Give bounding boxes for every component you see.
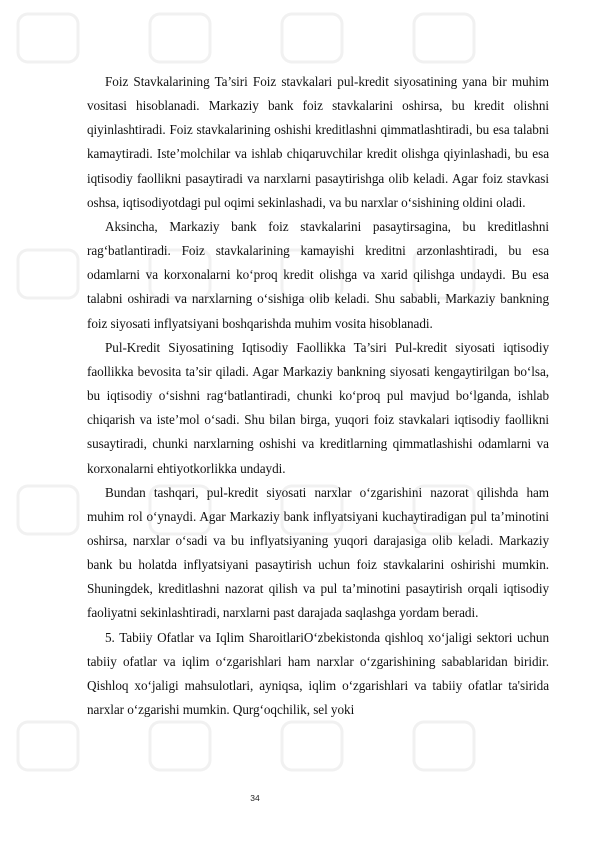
document-body [87,70,549,722]
page-number: 34 [250,793,260,803]
paragraph-rate-cuts: Aksincha, Markaziy bank foiz stavkalarini pasaytirsagina, bu kreditlashni rag‘batlantiradi. Foiz stavkalarining kamayishi kreditni arzonlashtiradi, bu esa odamlarni va korxonalarni ko‘proq kredit olishga va xarid qilishga undaydi. Bu esa talabni oshiradi va narxlarning o‘sishiga olib keladi. Shu sababli, Markaziy bankning foiz siyosati inflyatsiyani boshqarishda muhim vosita hisoblanadi. [87,218,549,331]
paragraph-economic-activity: Pul-Kredit Siyosatining Iqtisodiy Faollikka Ta’siri Pul-kredit siyosati iqtisodiy faollikka bevosita ta’sir qiladi. Agar Markaziy bankning siyosati kengaytirilgan bo‘lsa, bu iqtisodiy o‘sishni rag‘batlantiradi, chunki ko‘proq pul mavjud bo‘lganda, ishlab chiqarish va iste’mol o‘sadi. Shu bilan birga, yuqori foiz stavkalari iqtisodiy faollikni susaytiradi, chunki narxlarning oshishi va kreditlarning qimmatlashishi odamlarni va korxonalarni ehtiyotkorlikka undaydi. [87,339,549,476]
paragraph-natural-disasters: 5. Tabiiy Ofatlar va Iqlim SharoitlariO‘zbekistonda qishloq xo‘jaligi sektori uchun tabiiy ofatlar va iqlim o‘zgarishlari ham narxlar o‘zgarishining sabablaridan biridir. Qishloq xo‘jaligi mahsulotlari, ayniqsa, iqlim o‘zgarishlari va tabiiy ofatlar ta'sirida narxlar o‘zgarishi mumkin. Qurg‘oqchilik, sel yoki [87,629,549,718]
paragraph-price-control: Bundan tashqari, pul-kredit siyosati narxlar o‘zgarishini nazorat qilishda ham muhim rol o‘ynaydi. Agar Markaziy bank inflyatsiyani kuchaytiradigan pul ta’minotini oshirsa, narxlar o‘sadi va bu inflyatsiyaning yuqori darajasiga olib keladi. Markaziy bank bu holatda inflyatsiyani pasaytirish uchun foiz stavkalarini oshirishi mumkin. Shuningdek, kreditlashni nazorat qilish va pul ta’minotini pasaytirish orqali iqtisodiy faoliyatni sekinlashtiradi, narxlarni past darajada saqlashga yordam beradi. [87,484,549,621]
paragraph-interest-rates: Foiz Stavkalarining Ta’siri Foiz stavkalari pul-kredit siyosatining yana bir muhim vositasi hisoblanadi. Markaziy bank foiz stavkalarini oshirsa, bu kredit olishni qiyinlashtiradi. Foiz stavkalarining oshishi kreditlashni qimmatlashtiradi, bu esa talabni kamaytiradi. Iste’molchilar va ishlab chiqaruvchilar kredit olishga qiyinlashadi, bu esa iqtisodiy faollikni pasaytiradi va narxlarni pasaytirishga olib keladi. Agar foiz stavkasi oshsa, iqtisodiyotdagi pul oqimi sekinlashadi, va bu narxlar o‘sishining oldini oladi. [87,74,549,210]
